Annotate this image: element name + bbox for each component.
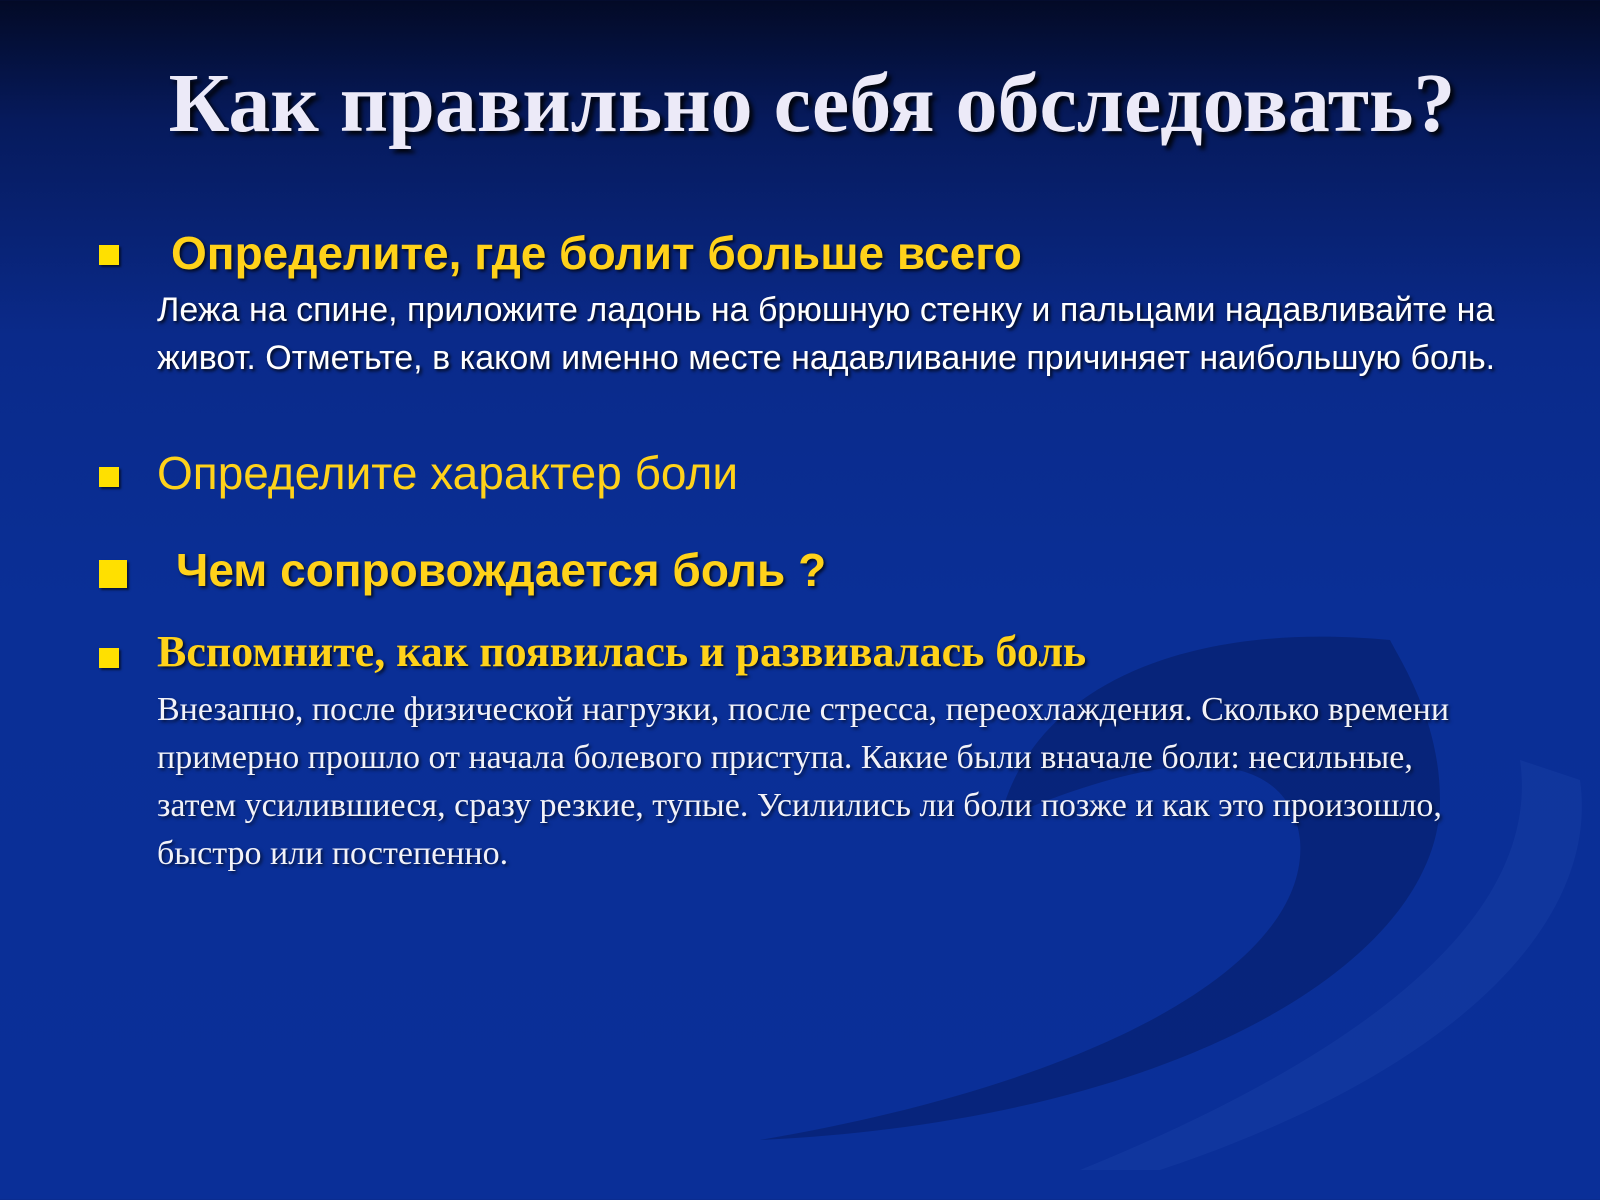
bullet-heading: Определите характер боли — [157, 447, 739, 499]
bullet-body: Лежа на спине, приложите ладонь на брюшную стенку и пальцами надавливайте на живот. Отметьте, в каком именно месте надавливание причиняет наибольшую боль. — [157, 291, 1496, 377]
bullet-heading: Чем сопровождается боль ? — [176, 544, 827, 596]
bullet-marker — [99, 245, 119, 265]
bullet-marker — [99, 648, 119, 668]
bullet-heading: Вспомните, как появилась и развивалась боль — [157, 627, 1087, 676]
slide-title: Как правильно себя обследовать? — [168, 57, 1456, 150]
bullet-marker — [99, 467, 119, 487]
bullet-heading: Определите, где болит больше всего — [171, 227, 1022, 279]
bullet-body: Внезапно, после физической нагрузки, после стресса, переохлаждения. Сколько времени примерно прошло от начала болевого приступа. Какие были вначале боли: несильные, затем усилившиеся, сразу резкие, тупые. Усилились ли боли позже и как это произошло, быстро или постепенно. — [157, 691, 1450, 872]
bullet-marker — [99, 560, 127, 588]
